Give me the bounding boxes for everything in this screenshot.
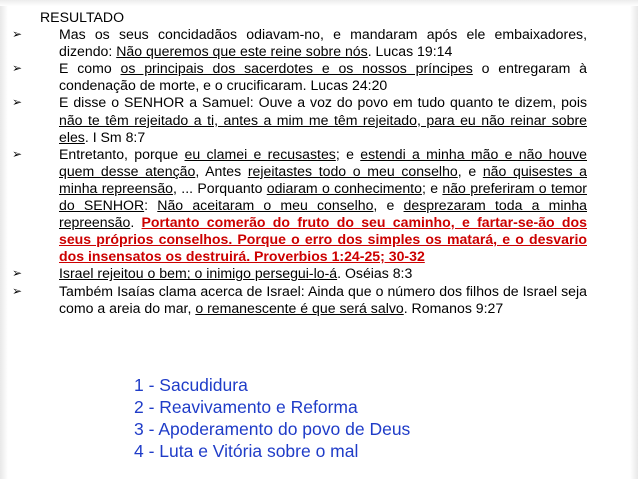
underlined-text: rejeitastes todo o meu conselho <box>247 162 458 179</box>
text-run: , e <box>457 162 483 179</box>
arrow-bullet-icon: ➢ <box>12 266 23 281</box>
underlined-text: Não aceitaram o meu conselho <box>157 197 374 214</box>
text-run: Entretanto, porque <box>59 145 185 162</box>
underlined-text: não preferiram o temor do SENHOR <box>59 179 587 214</box>
underlined-text: Israel rejeitou o bem; o inimigo persegui-lo-á <box>59 265 338 282</box>
text-run: Também Isaías clama acerca de Israel: Ainda que o número dos filhos de Israel seja como a areia do mar, <box>59 282 587 316</box>
slide-left-shadow <box>0 0 8 479</box>
numbered-list-item: 1 - Sacudidura <box>134 375 248 395</box>
slide-right-shadow <box>630 0 638 479</box>
slide-body <box>11 9 587 317</box>
text-run: E disse o SENHOR a Samuel: Ouve a voz do povo em tudo quanto te dizem, pois <box>59 94 587 111</box>
slide-top-shadow <box>0 0 638 6</box>
text-run: . I Sm 8:7 <box>84 128 146 145</box>
numbered-list-item: 2 - Reavivamento e Reforma <box>134 397 358 417</box>
underlined-text: não quisestes a minha repreensão <box>59 162 588 196</box>
underlined-text: eu clamei e recusastes <box>184 145 336 162</box>
text-run: o entregaram à condenação de morte, e o crucificaram. Lucas 24:20 <box>59 60 588 94</box>
bullet-item <box>11 146 587 266</box>
arrow-bullet-icon: ➢ <box>12 95 23 110</box>
emphasis-red-text: Portanto comerão do fruto do seu caminho, e fartar-se-ão dos seus próprios conselhos. Porque o erro dos simples os matará, e o desvario dos insensatos os destruirá. Proverbios 1:24-25; 30-32 <box>59 214 587 265</box>
text-run: , ... Porquanto <box>173 179 267 196</box>
text-run: : <box>144 197 158 214</box>
text-run: . Romanos 9:27 <box>403 299 504 316</box>
text-run: , Antes <box>195 162 248 179</box>
underlined-text: o remanescente é que será salvo <box>195 299 404 316</box>
text-run: Mas os seus concidadãos odiavam-no, e mandaram após ele embaixadores, dizendo: <box>59 26 587 60</box>
arrow-bullet-icon: ➢ <box>12 61 23 76</box>
underlined-text: os principais dos sacerdotes e os nossos príncipes <box>120 60 473 77</box>
underlined-text: odiaram o conhecimento <box>266 179 422 196</box>
numbered-list-item: 3 - Apoderamento do povo de Deus <box>134 419 411 439</box>
bullet-item <box>11 265 587 282</box>
text-run: . <box>130 214 142 231</box>
numbered-list-item: 4 - Luta e Vitória sobre o mal <box>134 441 359 461</box>
text-run: ; e <box>335 145 361 162</box>
bullet-item <box>11 26 587 60</box>
underlined-text: Não queremos que este reine sobre nós <box>116 43 368 60</box>
arrow-bullet-icon: ➢ <box>12 27 23 42</box>
text-run: . Oséias 8:3 <box>337 265 413 282</box>
bullet-item <box>11 60 587 94</box>
bullet-item <box>11 283 587 317</box>
text-run: , e <box>373 197 404 214</box>
section-heading: RESULTADO <box>40 9 125 25</box>
underlined-text: desprezaram toda a minha repreensão <box>59 197 588 231</box>
text-run: . Lucas 19:14 <box>367 43 453 60</box>
bullet-list <box>11 26 587 317</box>
arrow-bullet-icon: ➢ <box>12 146 23 161</box>
arrow-bullet-icon: ➢ <box>12 283 23 298</box>
numbered-list <box>134 374 410 462</box>
underlined-text: estendi a minha mão e não houve quem desse atenção <box>59 145 588 179</box>
text-run: E como <box>59 60 121 77</box>
underlined-text: não te têm rejeitado a ti, antes a mim me têm rejeitado, para eu não reinar sobre eles <box>59 111 587 145</box>
bullet-item <box>11 94 587 145</box>
text-run: ; e <box>421 179 443 196</box>
